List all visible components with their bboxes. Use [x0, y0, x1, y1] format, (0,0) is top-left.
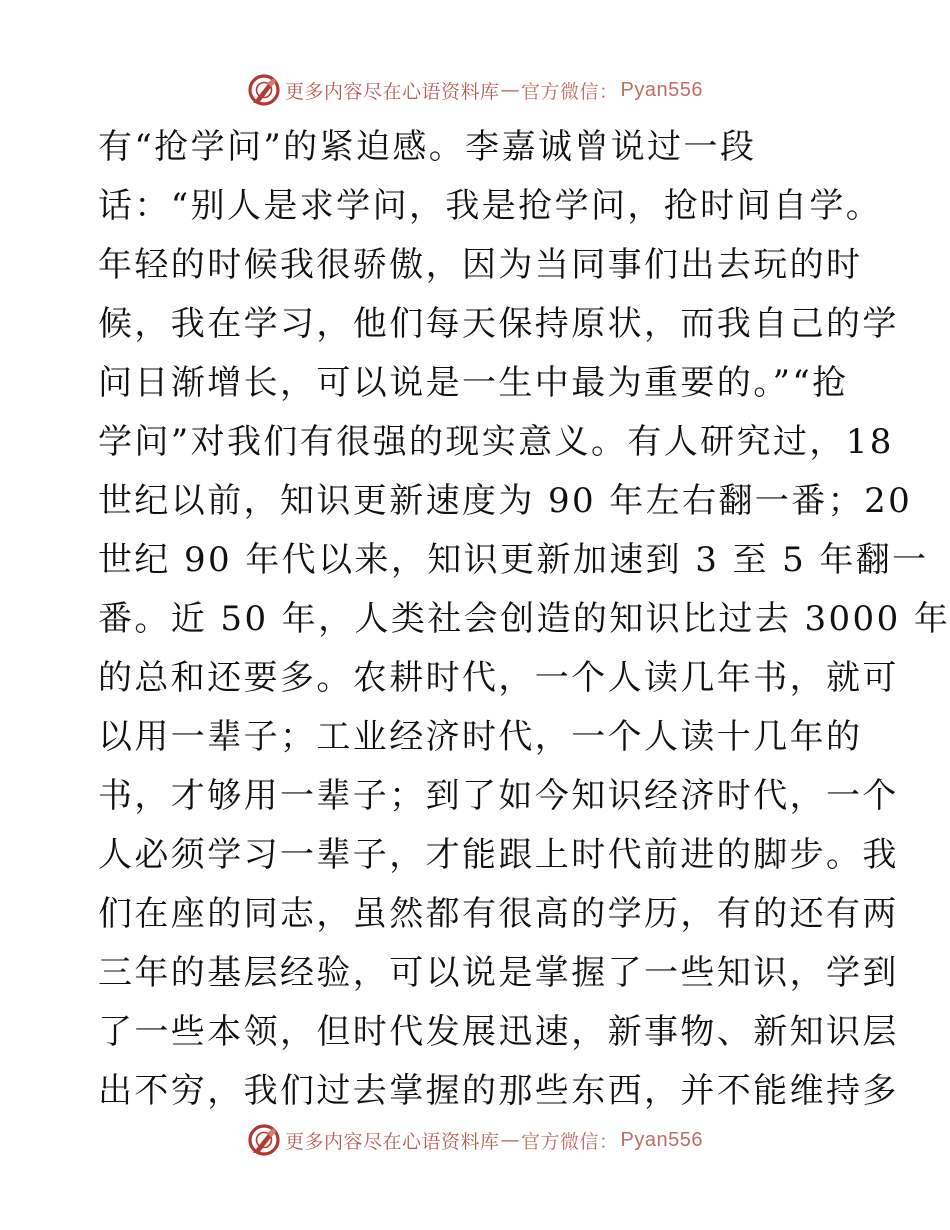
- body-text: [98, 118, 950, 1121]
- header-watermark-text: [285, 77, 703, 104]
- text-line: 以用一辈子；工业经济时代，一个人读十几年的: [98, 717, 863, 757]
- text-line: 书，才够用一辈子；到了如今知识经济时代，一个: [98, 776, 899, 816]
- footer-watermark-slogan: 更多内容尽在心语资料库: [285, 1130, 500, 1153]
- text-line: 们在座的同志，虽然都有很高的学历，有的还有两: [98, 894, 899, 934]
- text-line: 话：“别人是求学问，我是抢学问，抢时间自学。: [98, 186, 883, 226]
- text-line: 的总和还要多。农耕时代，一个人读几年书，就可: [98, 658, 899, 698]
- text-line: 了一些本领，但时代发展迅速，新事物、新知识层: [98, 1012, 899, 1052]
- footer-wechat-label: 官方微信：: [521, 1130, 619, 1153]
- text-line: 人必须学习一辈子，才能跟上时代前进的脚步。我: [98, 835, 899, 875]
- text-line: 番。近 50 年，人类社会创造的知识比过去 3000 年: [98, 599, 950, 639]
- header-watermark-banner: [0, 70, 950, 110]
- brush-logo-icon: [247, 1123, 281, 1157]
- header-wechat-label: 官方微信：: [521, 80, 619, 103]
- text-line: 世纪以前，知识更新速度为 90 年左右翻一番；20: [98, 481, 913, 521]
- text-line: 有“抢学问”的紧迫感。李嘉诚曾说过一段: [98, 127, 757, 167]
- header-watermark-slogan: 更多内容尽在心语资料库: [285, 80, 500, 103]
- footer-watermark-banner: [0, 1120, 950, 1160]
- text-line: 候，我在学习，他们每天保持原状，而我自己的学: [98, 304, 899, 344]
- header-watermark-dash: —: [500, 79, 521, 101]
- brush-logo-icon: [247, 73, 281, 107]
- text-line: 世纪 90 年代以来，知识更新加速到 3 至 5 年翻一: [98, 540, 929, 580]
- text-line: 学问”对我们有很强的现实意义。有人研究过，18: [98, 422, 894, 462]
- text-line: 问日渐增长，可以说是一生中最为重要的。”“抢: [98, 363, 849, 403]
- text-line: 年轻的时候我很骄傲，因为当同事们出去玩的时: [98, 245, 863, 285]
- text-line: 三年的基层经验，可以说是掌握了一些知识，学到: [98, 953, 899, 993]
- footer-watermark-dash: —: [500, 1129, 521, 1151]
- text-line: 出不穷，我们过去掌握的那些东西，并不能维持多: [98, 1071, 899, 1111]
- footer-wechat-id: Pyan556: [620, 1128, 703, 1151]
- footer-watermark-text: [285, 1127, 703, 1154]
- header-wechat-id: Pyan556: [620, 78, 703, 101]
